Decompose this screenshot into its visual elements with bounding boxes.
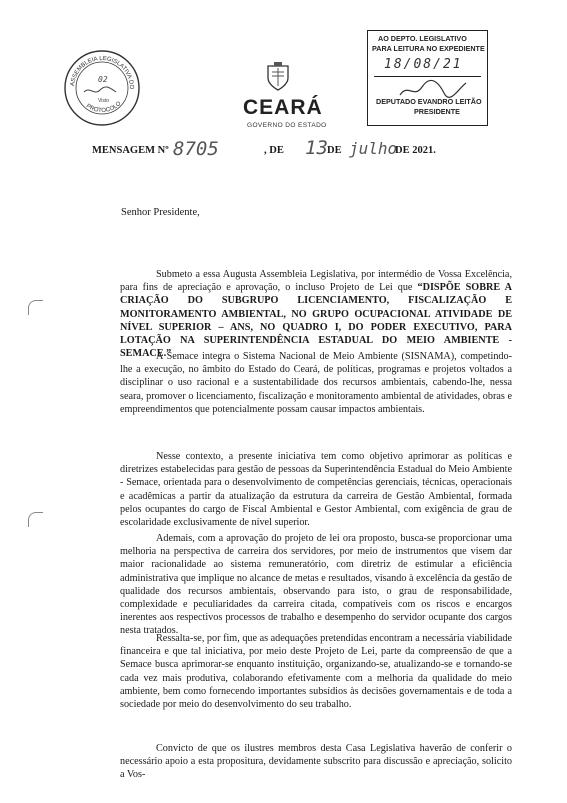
paragraph-1 (120, 268, 512, 360)
seal-bottom-text: PROTOCOLO (84, 100, 123, 115)
paragraph-6-text: Convicto de que os ilustres membros desta Casa Legislativa haverão de conferir o necessário apoio a esta propositura, devidamente subscrito para discussão e apreciação, solicito a Vos- (120, 743, 512, 781)
stamp-date: 18/08/21 (384, 57, 463, 72)
dispatch-stamp (367, 30, 488, 126)
paragraph-6 (120, 742, 512, 782)
message-number: 8705 (173, 138, 219, 160)
paragraph-3-text: Nesse contexto, a presente iniciativa tem como objetivo aprimorar as políticas e diretrizes estabelecidas para gestão de pessoas da Superintendência Estadual do Meio Ambiente - Semace, orientada para o desenvolvimento de competências gerenciais, técnicas, operacionais e acadêmicas a partir da atualização da estrutura da carreira de Gestão Ambiental, formada pelos ocupantes do cargo de Fiscal Ambiental e Gestor Ambiental, com exigência de grau de escolaridade exclusivamente de nível superior. (120, 451, 512, 529)
paragraph-5 (120, 632, 512, 711)
message-de-2: DE (327, 145, 342, 156)
paragraph-3 (120, 450, 512, 529)
paragraph-4 (120, 532, 512, 638)
margin-mark (28, 300, 43, 315)
message-label: MENSAGEM Nº (92, 145, 169, 156)
message-de-1: , DE (264, 145, 284, 156)
seal-ring-text: ASSEMBLEIA LEGISLATIVA DO (70, 55, 135, 90)
paragraph-1-bill-title: “DISPÕE SOBRE A CRIAÇÃO DO SUBGRUPO LICENCIAMENTO, FISCALIZAÇÃO E MONITORAMENTO AMBIENTAL, NO GRUPO OCUPACIONAL ATIVIDADE DE NÍVEL SUPERIOR – ANS, NO QUADRO I, DO PODER EXECUTIVO, PARA LOTAÇÃO NA SUPERINTENDÊNCIA ESTADUAL DO MEIO AMBIENTE - SEMACE.” (120, 282, 512, 360)
message-day: 13 (305, 137, 328, 159)
stamp-divider (374, 76, 481, 77)
paragraph-2-text: A Semace integra o Sistema Nacional de Meio Ambiente (SISNAMA), competindo-lhe a execução, no âmbito do Estado do Ceará, de políticas, programas e projetos voltados a disciplinar o uso racional e a sustentabilidade dos recursos ambientais, cabendo-lhe, nessa seara, promover o licenciamento, fiscalização e monitoramento ambiental de atividades, obras e empreendimentos que potencialmente possam causar impactos ambientais. (120, 351, 512, 415)
stamp-line-4: PRESIDENTE (414, 107, 460, 116)
stamp-line-2: PARA LEITURA NO EXPEDIENTE (372, 44, 485, 53)
message-year: DE 2021. (395, 145, 436, 156)
seal-number: 02 (98, 75, 108, 84)
seal-signature (84, 87, 116, 92)
paragraph-1-intro: Submeto a essa Augusta Assembleia Legislativa, por intermédio de Vossa Excelência, para fins de apreciação e aprovação, o incluso Projeto de Lei que (120, 269, 512, 294)
logo-word: CEARÁ (243, 96, 323, 119)
paragraph-2 (120, 350, 512, 416)
message-month: julho (349, 139, 398, 158)
coat-of-arms-icon (265, 62, 291, 92)
seal-visto: Visto (98, 98, 110, 104)
margin-mark (28, 512, 43, 527)
salutation: Senhor Presidente, (121, 207, 200, 218)
paragraph-4-text: Ademais, com a aprovação do projeto de lei ora proposto, busca-se proporcionar uma melhoria na perspectiva de carreira dos servidores, por meio de instrumentos que visem dar maior racionalidade ao sistema remuneratório, com diretriz de estimular a eficiência administrativa que implique no alcance de metas e resultados, visando à excelência da gestão de qualidade dos recursos ambientais, observando para isto, o grau de responsabilidade, complexidade e peculiaridades da carreira citada, compatíveis com os riscos e encargos inerentes aos respectivos processos de trabalho e desempenho do servidor ocupante dos cargos nesta tratados. (120, 533, 512, 637)
stamp-line-3: DEPUTADO EVANDRO LEITÃO (376, 97, 482, 106)
stamp-line-1: AO DEPTO. LEGISLATIVO (378, 34, 467, 43)
protocol-seal (62, 48, 142, 128)
logo-subtitle: GOVERNO DO ESTADO (247, 122, 327, 129)
paragraph-5-text: Ressalta-se, por fim, que as adequações pretendidas encontram a necessária viabilidade financeira e que tal iniciativa, por meio deste Projeto de Lei, parte da compreensão de que a Semace busca aprimorar-se enquanto instituição, organizando-se, atualizando-se e tornando-se cada vez mais produtiva, colaborando efetivamente com a melhoria da qualidade do meio ambiente, bem como fornecendo importantes subsídios às decisões governamentais e de toda a sociedade por meio do desenvolvimento do seu trabalho. (120, 633, 512, 711)
